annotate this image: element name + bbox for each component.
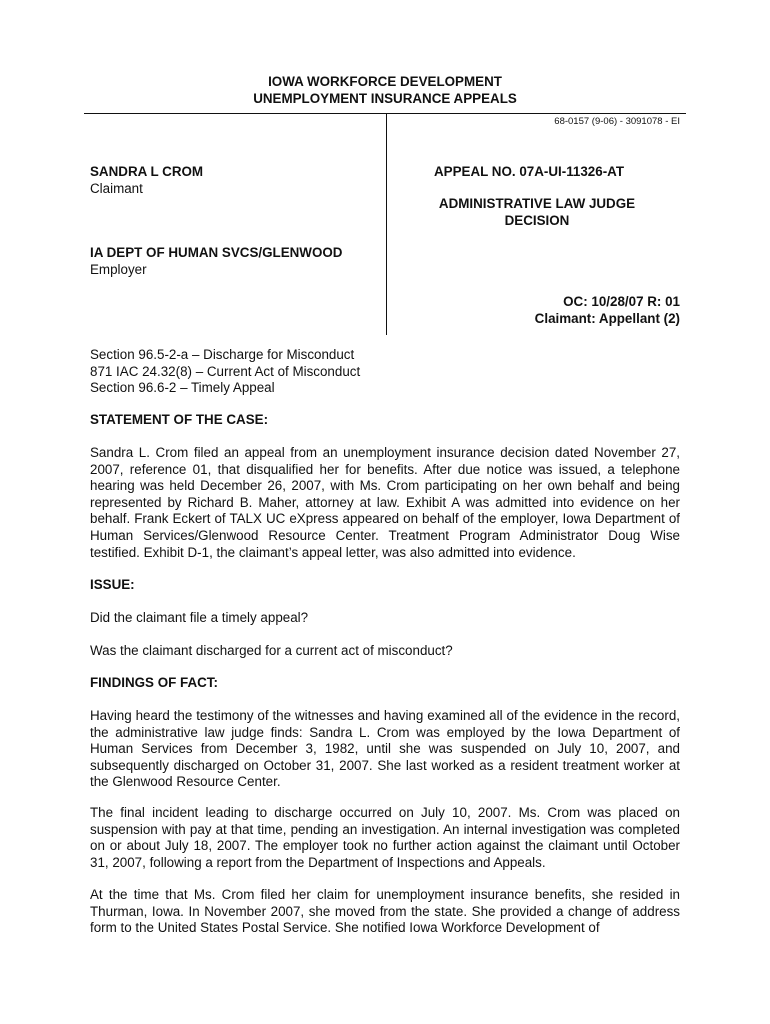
appeal-number: APPEAL NO. 07A-UI-11326-AT (434, 164, 625, 179)
findings-paragraph-2-block (90, 805, 680, 871)
caption-divider (386, 113, 387, 335)
oc-date-line: OC: 10/28/07 R: 01 (563, 294, 680, 309)
claimant-role: Claimant (90, 181, 143, 196)
statement-paragraph: Sandra L. Crom filed an appeal from an unemployment insurance decision dated November 27, 2007, reference 01, that disqualified her for benefits. After due notice was issued, a telephone hearing was held December 26, 2007, with Ms. Crom participating on her own behalf and being represented by Richard B. Maher, attorney at law. Exhibit A was admitted into evidence on her behalf. Frank Eckert of TALX UC eXpress appeared on behalf of the employer, Iowa Department of Human Services/Glenwood Resource Center. Treatment Program Administrator Doug Wise testified. Exhibit D-1, the claimant’s appeal letter, was also admitted into evidence. (90, 445, 680, 560)
agency-title: IOWA WORKFORCE DEVELOPMENT (268, 74, 502, 89)
claimant-name: SANDRA L CROM (90, 164, 204, 179)
issue-question-1: Did the claimant file a timely appeal? (90, 610, 309, 625)
findings-paragraph-2: The final incident leading to discharge occurred on July 10, 2007. Ms. Crom was placed on suspension with pay at that time, pending an investigation. An internal investigation was completed on or about July 18, 2007. The employer took no further action against the claimant until October 31, 2007, following a report from the Department of Inspections and Appeals. (90, 805, 680, 870)
statement-heading (90, 412, 680, 429)
decision-title-line-2: DECISION (504, 213, 570, 228)
employer-role: Employer (90, 262, 147, 277)
issue-heading (90, 577, 680, 594)
section-citation: Section 96.6-2 – Timely Appeal (90, 380, 275, 395)
findings-paragraph-3: At the time that Ms. Crom filed her claim for unemployment insurance benefits, she resided in Thurman, Iowa. In November 2007, she moved from the state. She provided a change of address form to the United States Postal Service. She notified Iowa Workforce Development of (90, 887, 680, 936)
statement-heading-text: STATEMENT OF THE CASE: (90, 412, 269, 427)
caption-top-rule (84, 113, 686, 114)
statement-section (90, 445, 680, 561)
findings-paragraph-3-block (90, 887, 680, 937)
decision-title-line-1: ADMINISTRATIVE LAW JUDGE (438, 196, 636, 211)
section-citation: 871 IAC 24.32(8) – Current Act of Misconduct (90, 364, 361, 379)
findings-paragraph-1-block (90, 708, 680, 791)
issue-question-2: Was the claimant discharged for a current act of misconduct? (90, 643, 453, 658)
claimant-appellant-line: Claimant: Appellant (2) (534, 311, 680, 326)
findings-paragraph-1: Having heard the testimony of the witnesses and having examined all of the evidence in the record, the administrative law judge finds: Sandra L. Crom was employed by the Iowa Department of Human Services from December 3, 1982, until she was suspended on July 10, 2007, and subsequently discharged on October 31, 2007. She last worked as a resident treatment worker at the Glenwood Resource Center. (90, 708, 680, 790)
employer-name: IA DEPT OF HUMAN SVCS/GLENWOOD (90, 245, 343, 260)
findings-heading (90, 675, 680, 692)
findings-heading-text: FINDINGS OF FACT: (90, 675, 218, 690)
form-code: 68-0157 (9-06) - 3091078 - EI (554, 116, 680, 127)
division-title: UNEMPLOYMENT INSURANCE APPEALS (253, 91, 517, 106)
issue-heading-text: ISSUE: (90, 577, 135, 592)
section-citation: Section 96.5-2-a – Discharge for Misconduct (90, 347, 355, 362)
